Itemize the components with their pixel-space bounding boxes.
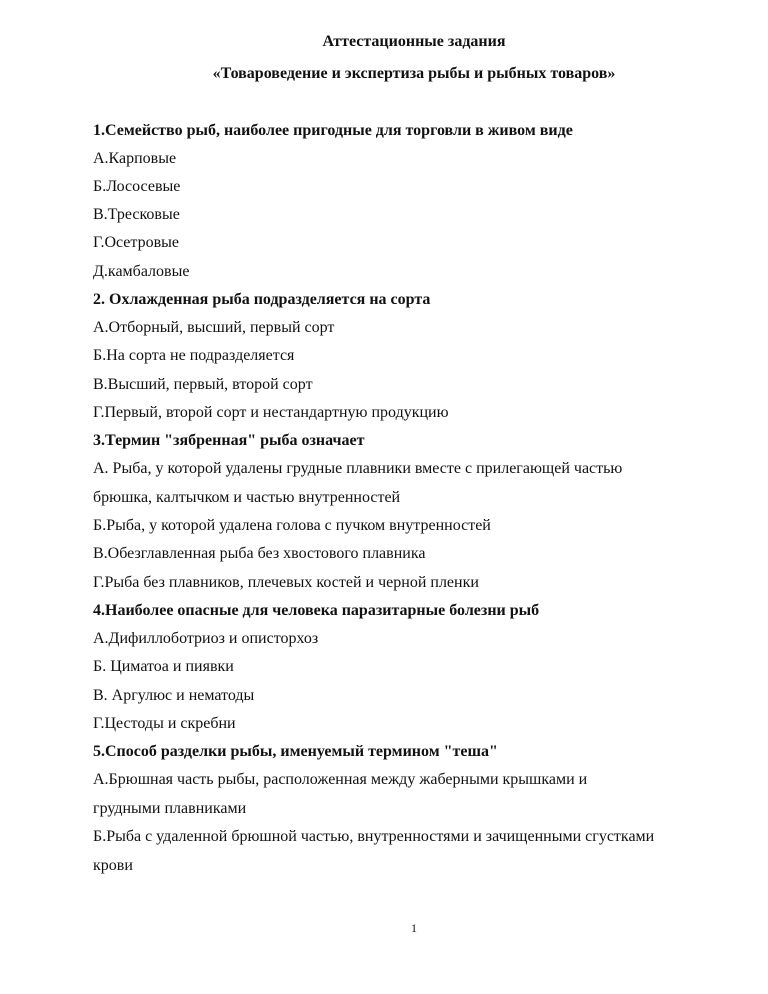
question-4-option-c: В. Аргулюс и нематоды [93, 687, 255, 704]
question-5: 5.Способ разделки рыбы, именуемый термином "теша" [93, 743, 498, 760]
question-5-option-a: А.Брюшная часть рыбы, расположенная между жаберными крышками и [93, 771, 588, 788]
question-3: 3.Термин "зябренная" рыба означает [93, 432, 365, 449]
question-2-option-a: А.Отборный, высший, первый сорт [93, 319, 335, 336]
question-3-option-a: А. Рыба, у которой удалены грудные плавники вместе с прилегающей частью [93, 460, 623, 477]
question-2-option-c: В.Высший, первый, второй сорт [93, 376, 313, 393]
question-4-option-d: Г.Цестоды и скребни [93, 715, 236, 732]
question-4: 4.Наиболее опасные для человека паразитарные болезни рыб [93, 602, 540, 619]
question-3-option-a-continued: брюшка, калтычком и частью внутренностей [93, 489, 401, 506]
page-number: 1 [411, 921, 417, 935]
question-2-option-d: Г.Первый, второй сорт и нестандартную продукцию [93, 404, 449, 421]
question-2: 2. Охлажденная рыба подразделяется на сорта [93, 291, 431, 308]
question-2-option-b: Б.На сорта не подразделяется [93, 347, 295, 364]
question-5-option-b-continued: крови [93, 857, 133, 874]
document-subtitle: «Товароведение и экспертиза рыбы и рыбных товаров» [212, 65, 616, 82]
question-3-option-d: Г.Рыба без плавников, плечевых костей и черной пленки [93, 574, 479, 591]
question-1-option-c: В.Тресковые [93, 206, 180, 223]
question-1-option-b: Б.Лососевые [93, 178, 181, 195]
document-title: Аттестационные задания [322, 33, 506, 50]
question-1-option-d: Г.Осетровые [93, 234, 179, 251]
question-1: 1.Семейство рыб, наиболее пригодные для торговли в живом виде [93, 122, 573, 139]
question-3-option-b: Б.Рыба, у которой удалена голова с пучком внутренностей [93, 517, 491, 534]
question-5-option-b: Б.Рыба с удаленной брюшной частью, внутренностями и зачищенными сгустками [93, 828, 655, 845]
question-5-option-a-continued: грудными плавниками [93, 800, 247, 817]
question-1-option-e: Д.камбаловые [93, 263, 190, 280]
question-3-option-c: В.Обезглавленная рыба без хвостового плавника [93, 545, 426, 562]
question-4-option-a: А.Дифиллоботриоз и описторхоз [93, 630, 319, 647]
question-4-option-b: Б. Циматоа и пиявки [93, 658, 234, 675]
question-1-option-a: А.Карповые [93, 150, 177, 167]
